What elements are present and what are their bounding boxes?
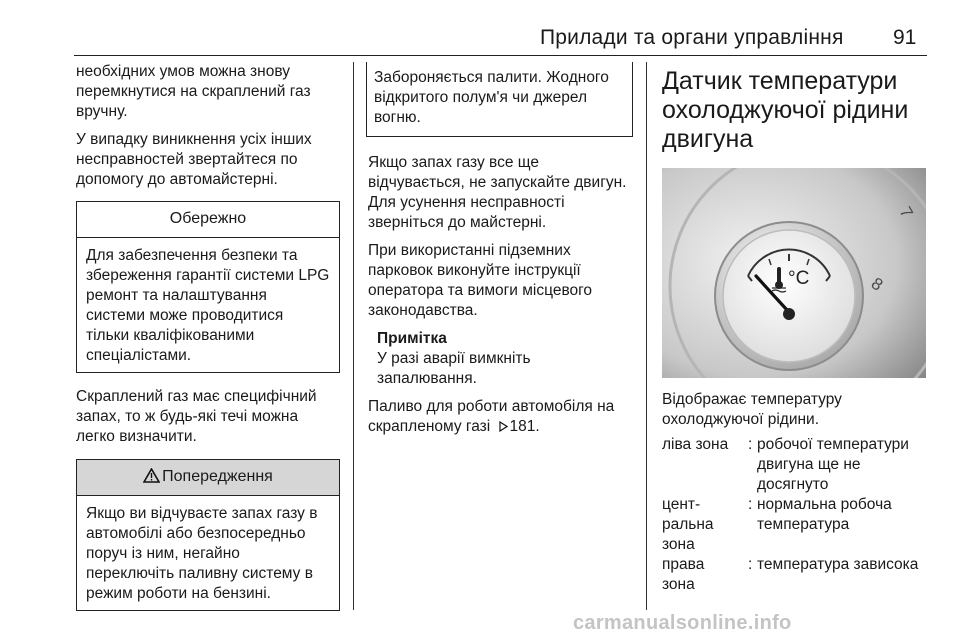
header-rule (74, 55, 927, 56)
caution-text: Для забезпечення безпеки та збереження гарантії системи LPG ремонт та налаштування системи може проводитися тільки кваліфікованими спеціалістами. (86, 247, 330, 364)
definition-term: ліва зона (662, 436, 729, 453)
warning-box-continued (366, 62, 633, 137)
definition-desc: температура зависока (757, 556, 919, 573)
coolant-gauge-illustration (662, 168, 926, 378)
note-text: У разі аварії вимкніть запалювання. (377, 350, 531, 387)
page-reference-icon (499, 421, 508, 432)
dial-digit: 7 (895, 203, 917, 222)
definition-row: ліва зона : робочої температури двигуна ще не досягнуто (662, 435, 928, 495)
paragraph: Відображає температуру охолоджуючої рідини. (662, 391, 842, 428)
column-1 (76, 62, 340, 611)
section-title: Датчик температури охолоджуючої рідини двигуна (662, 67, 909, 153)
column-2 (368, 62, 633, 445)
warning-box (76, 459, 340, 611)
definition-row: права зона : температура зависока (662, 555, 928, 595)
note-title: Примітка (377, 330, 447, 347)
watermark: carmanualsonline.info (573, 612, 792, 634)
column-3 (662, 62, 928, 595)
definition-desc: нормальна робоча температура (757, 496, 892, 533)
page-reference-number[interactable]: 181 (509, 418, 536, 435)
warning-triangle-icon (143, 468, 160, 483)
warning-heading: Попередження (162, 468, 273, 485)
paragraph: При використанні підземних парковок виконуйте інструкції оператора та вимоги місцевого законодавства. (368, 242, 593, 319)
definition-term: права зона (662, 556, 705, 593)
definition-desc: робочої температури двигуна ще не досягнуто (757, 436, 909, 493)
column-divider-right (646, 62, 647, 610)
paragraph: У випадку виникнення усіх інших несправностей звертайтеся по допомогу до автомайстерні. (76, 131, 312, 188)
paragraph: необхідних умов можна знову перемкнутися на скраплений газ вручну. (76, 63, 311, 120)
warning-continued-text: Забороняється палити. Жодного відкритого полум'я чи джерел вогню. (374, 69, 609, 126)
warning-header (77, 460, 339, 496)
definition-term: цент-ральна зона (662, 496, 714, 553)
page-number: 91 (893, 26, 917, 49)
note (377, 329, 633, 389)
caution-box (76, 201, 340, 373)
column-divider-left (353, 62, 354, 610)
paragraph: Якщо запах газу все ще відчувається, не запускайте двигун. Для усунення несправності зверніться до майстерні. (368, 154, 627, 231)
dial-digit: 8 (867, 273, 887, 295)
warning-text: Якщо ви відчуваєте запах газу в автомобілі або безпосередньо поруч із ним, негайно переключіть паливну систему в режим роботи на бензині. (86, 505, 318, 602)
page-header-title: Прилади та органи управління (540, 26, 844, 49)
definition-row: цент-ральна зона : нормальна робоча температура (662, 495, 928, 555)
paragraph: Скраплений газ має специфічний запах, то ж будь-які течі можна легко визначити. (76, 388, 317, 445)
gauge-unit-label: °C (788, 268, 810, 289)
paragraph-with-reference: Паливо для роботи автомобіля на скрапленому газі 181. (368, 398, 615, 435)
caution-heading: Обережно (77, 202, 339, 238)
coolant-gauge-image (662, 168, 926, 378)
